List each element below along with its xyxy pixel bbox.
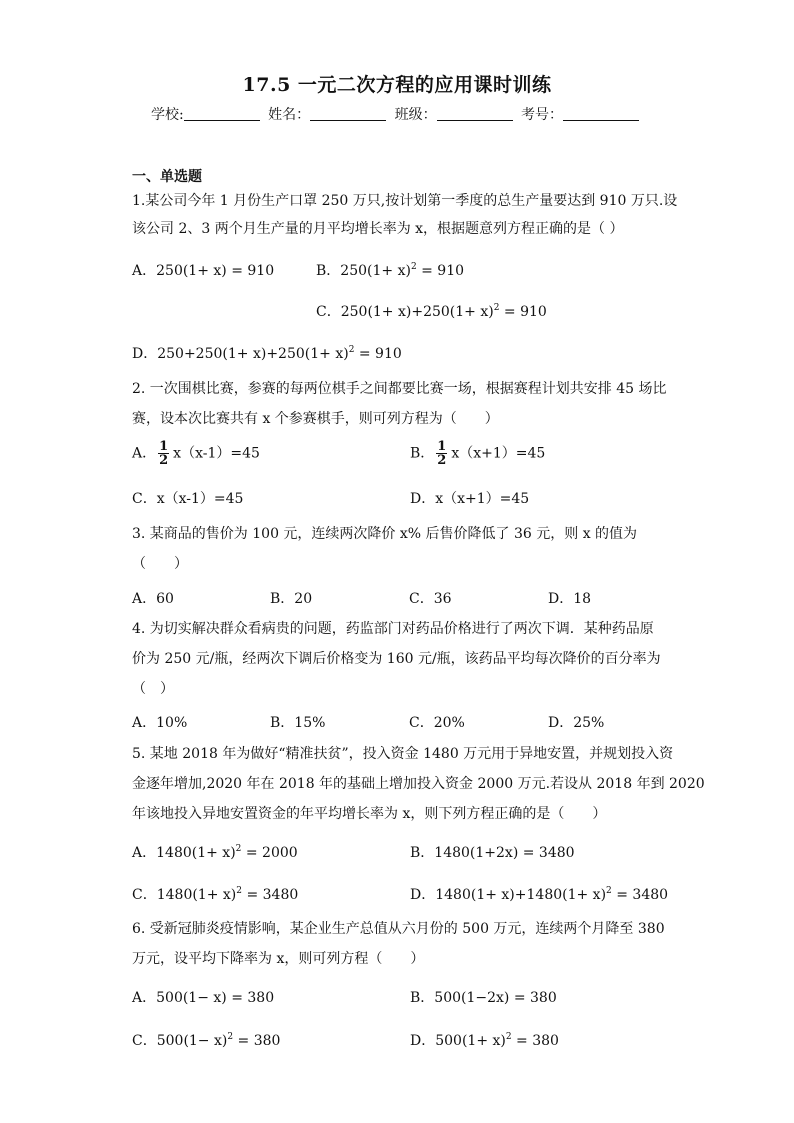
q1-option-a[interactable] — [132, 260, 274, 280]
q5-option-a[interactable]: A．$1480(1+ x)^2 = 2000$ — [132, 844, 298, 861]
q3-option-b[interactable]: B．20 — [270, 591, 313, 607]
option-label: A． — [132, 445, 157, 462]
option-formula-tail: = 910 — [354, 346, 402, 362]
question-5-line-2: 金逐年增加,2020 年在 2018 年的基础上增加投入资金 2000 万元.若设从 2018 年到 2020 — [132, 776, 705, 792]
option-label: A． — [132, 263, 157, 279]
option-formula: 250+250(1+ x)+250(1+ x) — [157, 346, 349, 362]
name-label: 姓名： — [268, 107, 311, 123]
option-formula: x（x+1）=45 — [451, 445, 546, 462]
q6-option-d[interactable]: D．$500(1+ x)^2 = 380$ — [410, 1032, 559, 1049]
q3-option-d[interactable]: D．18 — [548, 591, 592, 607]
question-2-line-1: 2. 一次围棋比赛，参赛的每两位棋手之间都要比赛一场，根据赛程计划共安排 45 场比 — [132, 381, 667, 397]
exponent: 2 — [505, 1032, 512, 1042]
question-2-line-2: 赛，设本次比赛共有 x 个参赛棋手，则可列方程为（ ） — [132, 411, 499, 427]
q4-option-d[interactable]: D．25% — [548, 715, 605, 731]
option-label: B． — [410, 445, 435, 462]
option-label: D． — [410, 491, 436, 507]
q4-option-a[interactable]: A．10% — [132, 715, 188, 731]
q5-option-b[interactable]: B．1480(1+2x) = 3480 — [410, 845, 575, 861]
school-label: 学校: — [150, 107, 184, 123]
question-6-line-1: 6. 受新冠肺炎疫情影响，某企业生产总值从六月份的 500 万元，连续两个月降至 380 — [132, 921, 665, 937]
question-3-line-1: 3. 某商品的售价为 100 元，连续两次降价 x% 后售价降低了 36 元，则 x 的值为 — [132, 526, 638, 542]
option-formula: x（x-1）=45 — [156, 491, 244, 507]
question-5-line-1: 5. 某地 2018 年为做好“精准扶贫”，投入资金 1480 万元用于异地安置，并规划投入资 — [132, 746, 674, 762]
exponent: 2 — [410, 262, 417, 272]
exponent: 2 — [236, 886, 242, 896]
page-title: 17.5 一元二次方程的应用课时训练 — [242, 74, 552, 96]
question-5-line-3: 年该地投入异地安置资金的年平均增长率为 x，则下列方程正确的是（ ） — [132, 806, 607, 822]
section-title: 一、单选题 — [132, 169, 202, 185]
question-4-line-3: （ ） — [132, 681, 174, 697]
q3-option-a[interactable]: A．60 — [132, 591, 174, 607]
q1-option-d[interactable] — [132, 343, 402, 363]
q4-option-b[interactable]: B．15% — [270, 715, 326, 731]
q2-option-c[interactable] — [132, 488, 243, 508]
name-blank[interactable] — [310, 106, 386, 121]
question-6-line-2: 万元，设平均下降率为 x，则可列方程（ ） — [132, 951, 425, 967]
question-4-line-1: 4. 为切实解决群众看病贵的问题，药监部门对药品价格进行了两次下调．某种药品原 — [132, 621, 654, 637]
option-formula: x（x-1）=45 — [173, 445, 260, 462]
q1-option-b[interactable] — [316, 260, 464, 280]
one-half-fraction: $\frac{1}{2}$ — [159, 439, 169, 468]
option-formula: 250(1+ x) = 910 — [156, 263, 275, 279]
question-4-line-2: 价为 250 元/瓶，经两次下调后价格变为 160 元/瓶，该药品平均每次降价的百分率为 — [132, 651, 661, 667]
option-label: D． — [132, 346, 158, 362]
question-1-line-2: 该公司 2、3 两个月生产量的月平均增长率为 x，根据题意列方程正确的是（ ） — [132, 221, 624, 237]
exam-number-label: 考号： — [521, 107, 564, 123]
q2-option-b[interactable] — [410, 440, 545, 467]
q3-option-c[interactable]: C．36 — [409, 591, 452, 607]
option-formula: x（x+1）=45 — [435, 491, 530, 507]
class-blank[interactable] — [437, 106, 513, 121]
one-half-fraction: $\frac{1}{2}$ — [437, 439, 447, 468]
q6-option-a[interactable]: A．500(1− x) = 380 — [132, 990, 275, 1006]
option-label: B． — [316, 263, 341, 279]
option-formula: 250(1+ x) — [340, 263, 411, 279]
question-3-line-2: （ ） — [132, 556, 188, 572]
exponent: 2 — [493, 303, 500, 313]
q5-option-c[interactable]: C．$1480(1+ x)^2 = 3480$ — [132, 886, 299, 903]
option-formula: 250(1+ x)+250(1+ x) — [340, 304, 494, 320]
class-label: 班级： — [394, 107, 437, 123]
option-formula-tail: = 910 — [416, 263, 465, 279]
option-label: C． — [132, 491, 157, 507]
q2-option-d[interactable] — [410, 488, 529, 508]
exponent: 2 — [606, 886, 612, 896]
exponent: 2 — [235, 844, 242, 854]
question-1-line-1: 1.某公司今年 1 月份生产口罩 250 万只,按计划第一季度的总生产量要达到 910 万只.设 — [132, 193, 678, 209]
exponent: 2 — [348, 345, 355, 355]
exponent: 2 — [227, 1032, 234, 1042]
option-label: C． — [316, 304, 341, 320]
school-blank[interactable] — [184, 106, 260, 121]
exam-number-blank[interactable] — [563, 106, 639, 121]
q6-option-c[interactable]: C．$500(1- x)^2 = 380$ — [132, 1032, 281, 1049]
q2-option-a[interactable] — [132, 440, 260, 467]
q1-option-c[interactable] — [316, 301, 547, 321]
q6-option-b[interactable]: B．500(1−2x) = 380 — [410, 990, 557, 1006]
q4-option-c[interactable]: C．20% — [409, 715, 465, 731]
student-info-line — [0, 104, 794, 124]
option-formula-tail: = 910 — [499, 304, 547, 320]
q5-option-d[interactable]: D．$1480(1+ x)+1480(1+ x)^2 = 3480$ — [410, 886, 669, 903]
